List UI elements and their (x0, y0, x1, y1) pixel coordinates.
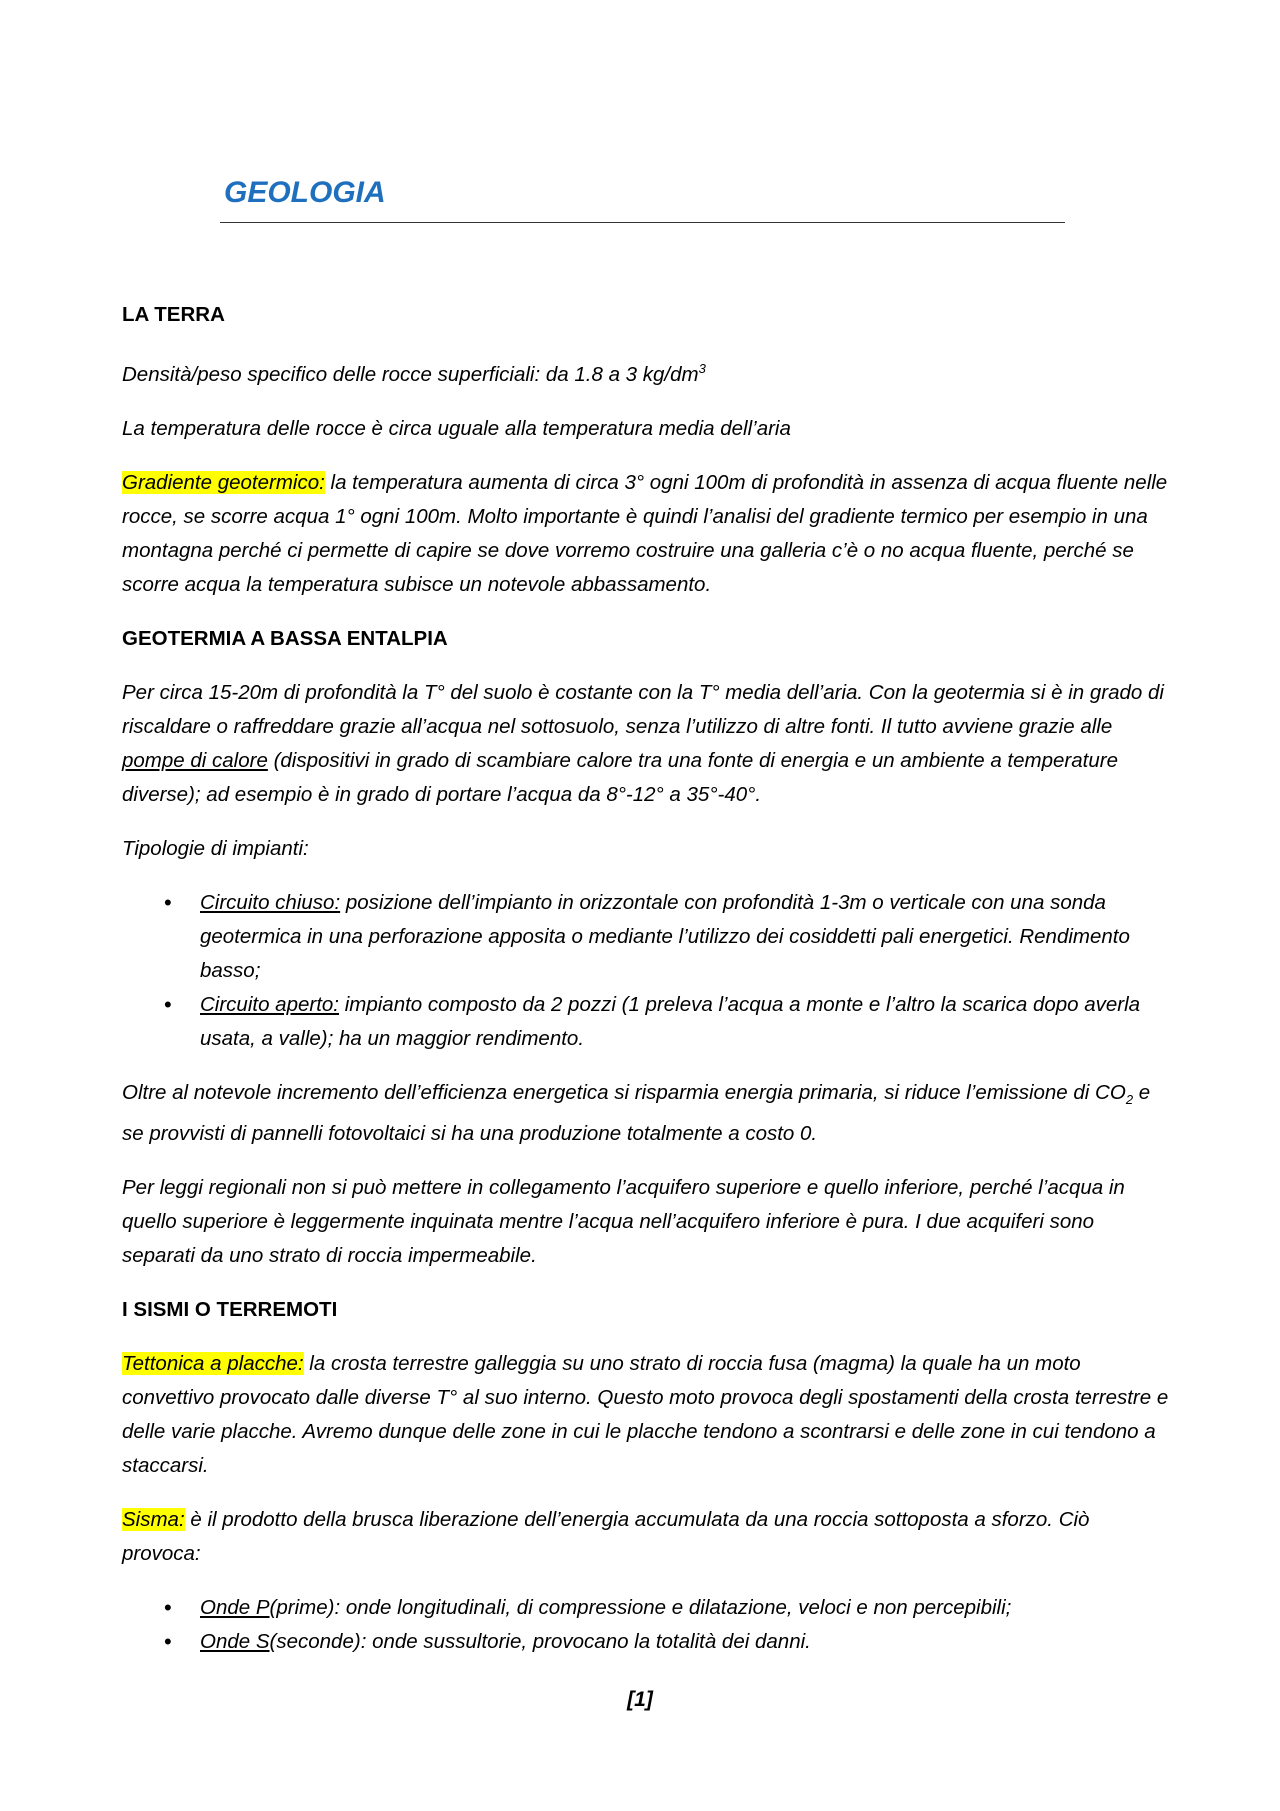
document-body (122, 298, 1172, 1679)
paragraph-sisma: Sisma: è il prodotto della brusca liberazione dell’energia accumulata da una roccia sottoposta a sforzo. Ciò provoca: (122, 1507, 1090, 1565)
paragraph-geotermia-intro: Per circa 15-20m di profondità la T° del suolo è costante con la T° media dell’aria. Con la geotermia si è in grado di riscaldare o raffreddare grazie all’acqua nel sottosuolo, senza l’utilizzo di altre fonti. Il tutto avviene grazie alle pompe di calore (dispositivi in grado di scambiare calore tra una fonte di energia e un ambiente a temperature diverse); ad esempio è in grado di portare l’acqua da 8°-12° a 35°-40°. (122, 680, 1164, 806)
paragraph-geothermal-gradient: Gradiente geotermico: la temperatura aumenta di circa 3° ogni 100m di profondità in assenza di acqua fluente nelle rocce, se scorre acqua 1° ogni 100m. Molto importante è quindi l’analisi del gradiente termico per esempio in una montagna perché ci permette di capire se dove vorremo costruire una galleria c’è o no acqua fluente, perché se scorre acqua la temperatura subisce un notevole abbassamento. (122, 470, 1168, 596)
list-item: • Circuito aperto: impianto composto da 2 pozzi (1 preleva l’acqua a monte e l’altro la scarica dopo averla usata, a valle); ha un maggior rendimento. (122, 988, 1172, 1056)
highlighted-term: Sisma: (122, 1507, 185, 1531)
paragraph-temperature: La temperatura delle rocce è circa uguale alla temperatura media dell’aria (122, 416, 791, 440)
highlighted-term: Gradiente geotermico: (122, 470, 325, 494)
section-heading-sismi: I SISMI O TERREMOTI (122, 1297, 338, 1321)
list-impianti (122, 886, 1172, 1056)
section-heading-la-terra: LA TERRA (122, 303, 225, 326)
paragraph-leggi-regionali: Per leggi regionali non si può mettere in collegamento l’acquifero superiore e quello inferiore, perché l’acqua in quello superiore è leggermente inquinata mentre l’acqua nell’acquifero inferiore è pura. I due acquiferi sono separati da uno strato di roccia impermeabile. (122, 1175, 1125, 1267)
section-heading-geotermia: GEOTERMIA A BASSA ENTALPIA (122, 626, 448, 650)
underlined-term: pompe di calore (122, 748, 268, 772)
list-item: • Onde S(seconde): onde sussultorie, provocano la totalità dei danni. (122, 1625, 1172, 1659)
list-item: • Circuito chiuso: posizione dell’impianto in orizzontale con profondità 1-3m o verticale con una sonda geotermica in una perforazione apposita o mediante l’utilizzo dei cosiddetti pali energetici. Rendimento basso; (122, 886, 1172, 988)
title-underline (220, 222, 1065, 223)
paragraph-tettonica: Tettonica a placche: la crosta terrestre galleggia su uno strato di roccia fusa (magma) la quale ha un moto convettivo provocato dalle diverse T° al suo interno. Questo moto provoca degli spostamenti della crosta terrestre e delle varie placche. Avremo dunque delle zone in cui le placche tendono a scontrarsi e delle zone in cui tendono a staccarsi. (122, 1351, 1169, 1477)
document-title: GEOLOGIA (224, 176, 386, 209)
list-onde (122, 1591, 1172, 1659)
page-number: [1] (627, 1688, 653, 1711)
paragraph-density: Densità/peso specifico delle rocce superficiali: da 1.8 a 3 $kg/dm^3$ (122, 361, 706, 386)
highlighted-term: Tettonica a placche: (122, 1351, 304, 1375)
paragraph-tipologie: Tipologie di impianti: (122, 836, 309, 860)
paragraph-efficienza: Oltre al notevole incremento dell’efficienza energetica si risparmia energia primaria, si riduce l’emissione di $CO_2$ e se provvisti di pannelli fotovoltaici si ha una produzione totalmente a costo 0. (122, 1080, 1151, 1145)
list-item: • Onde P(prime): onde longitudinali, di compressione e dilatazione, veloci e non percepibili; (122, 1591, 1172, 1625)
